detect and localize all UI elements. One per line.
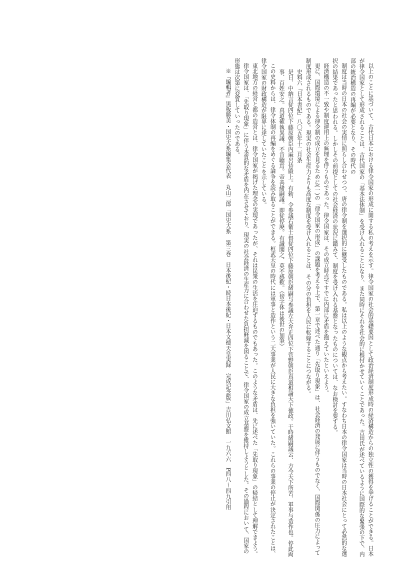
paragraph-6: 東北地方の経営と都の造営とは、律令国家が掲げた理念の実現であったが、それは民衆の生活を圧迫するものでもあった。このような矛盾は、先に述べた「先取り現象」の帰結として理解できよう。 <box>251 63 258 558</box>
source-citation-title: 史料六『日本書紀』八〇五年十二月条 <box>295 68 302 164</box>
footnote: ※『編輯者』黒板勝美・国史大系編集会代表 丸山二郎「国史大系 第三巻 日本後紀・続日本後紀・日本文徳天皇実録 完成記念版」吉川弘文館 一九六六 P四八〜四九引用 <box>224 68 231 511</box>
source-quotation: 是日、中納言従四位下藤原朝臣内麻呂侍殿上。有勅、令参議右衛士督従四位下藤原朝臣緒嗣与参議左大弁正四位下菅野朝臣真道相論天下徳政。于時緒嗣議云、方今天下所苦、軍事与造作也。停此両事、百姓安之。真道確執異議、不肯聴焉。帝善緒嗣議。即従停廃。有識聞之、莫不感歎。（傍字体は後世の加筆） <box>277 68 293 558</box>
paragraph-5: この史料からは、律令体制の再編をめぐる論争を読み取ることができる。桓武天皇の時代には軍事と造作という二大事業が人民に大きな負担を強いていた。これらの事業の停止が決定されたことは、律令国家の財政構造が限界に達していたことを示している。 <box>260 58 276 558</box>
paragraph-7: 律令国家は、「先取り現象」に伴う本質的な矛盾を内在させており、現実の社会経済の生産力に合わせた負担軽減を図ることで、律令国家の成立基盤を維持しようとした。その過程において、国家の形態は次第に変質していったのである。 <box>233 58 249 555</box>
paragraph-2: 制度は当時の日本の社会の実情に照らし合わせつつ、唐の律令制を選択的に継受したものである。私は以上のような観点から考えたい。すなわち日本の律令国家は当時の日本社会にとって必然的な選択の結果であったと思われる。しかしその前提としての社会経済の状況に鑑みて、制度を受け入れる基盤となったものについては、なお検討を要する。 <box>331 58 347 558</box>
paragraph-3: 経済構造の不一致や制度運用上の無理を伴うものであった。律令国家は、その成立時点ですでに内部に矛盾を抱えていたといえよう。 <box>322 63 329 397</box>
paragraph-1: 以上のことに基づいて、古代日本における律令国家の形成に関する私の考えを示す。律令国家の社会的基礎要因として政治経済制度形成時の経済構造からの独立性の獲得を挙げることができる。日本が律令国家として形成されることは、古代国家の「基本法体制」を受け入れることになり、また同時にそれを社会的に根付かせていくことであった。吉田氏が述べているように国際的な緊張の下で、内部の統治構造の再編が必要となり、その時代の <box>349 58 373 558</box>
vertical-body-text <box>28 58 374 558</box>
paragraph-4: 更に、国際環境による律令制の成立を見るために(一)の「律令国家の形成」の課題を考える上で、第一章で述べた通り「先取り現象」は、社会経済の発展に伴うものでなく、国際関係の圧力によって制度形成されるものである。現実の社会生産力よりも高度な制度を受け入れることは、その分の負担を人民に転嫁することにつながる。 <box>304 58 320 557</box>
